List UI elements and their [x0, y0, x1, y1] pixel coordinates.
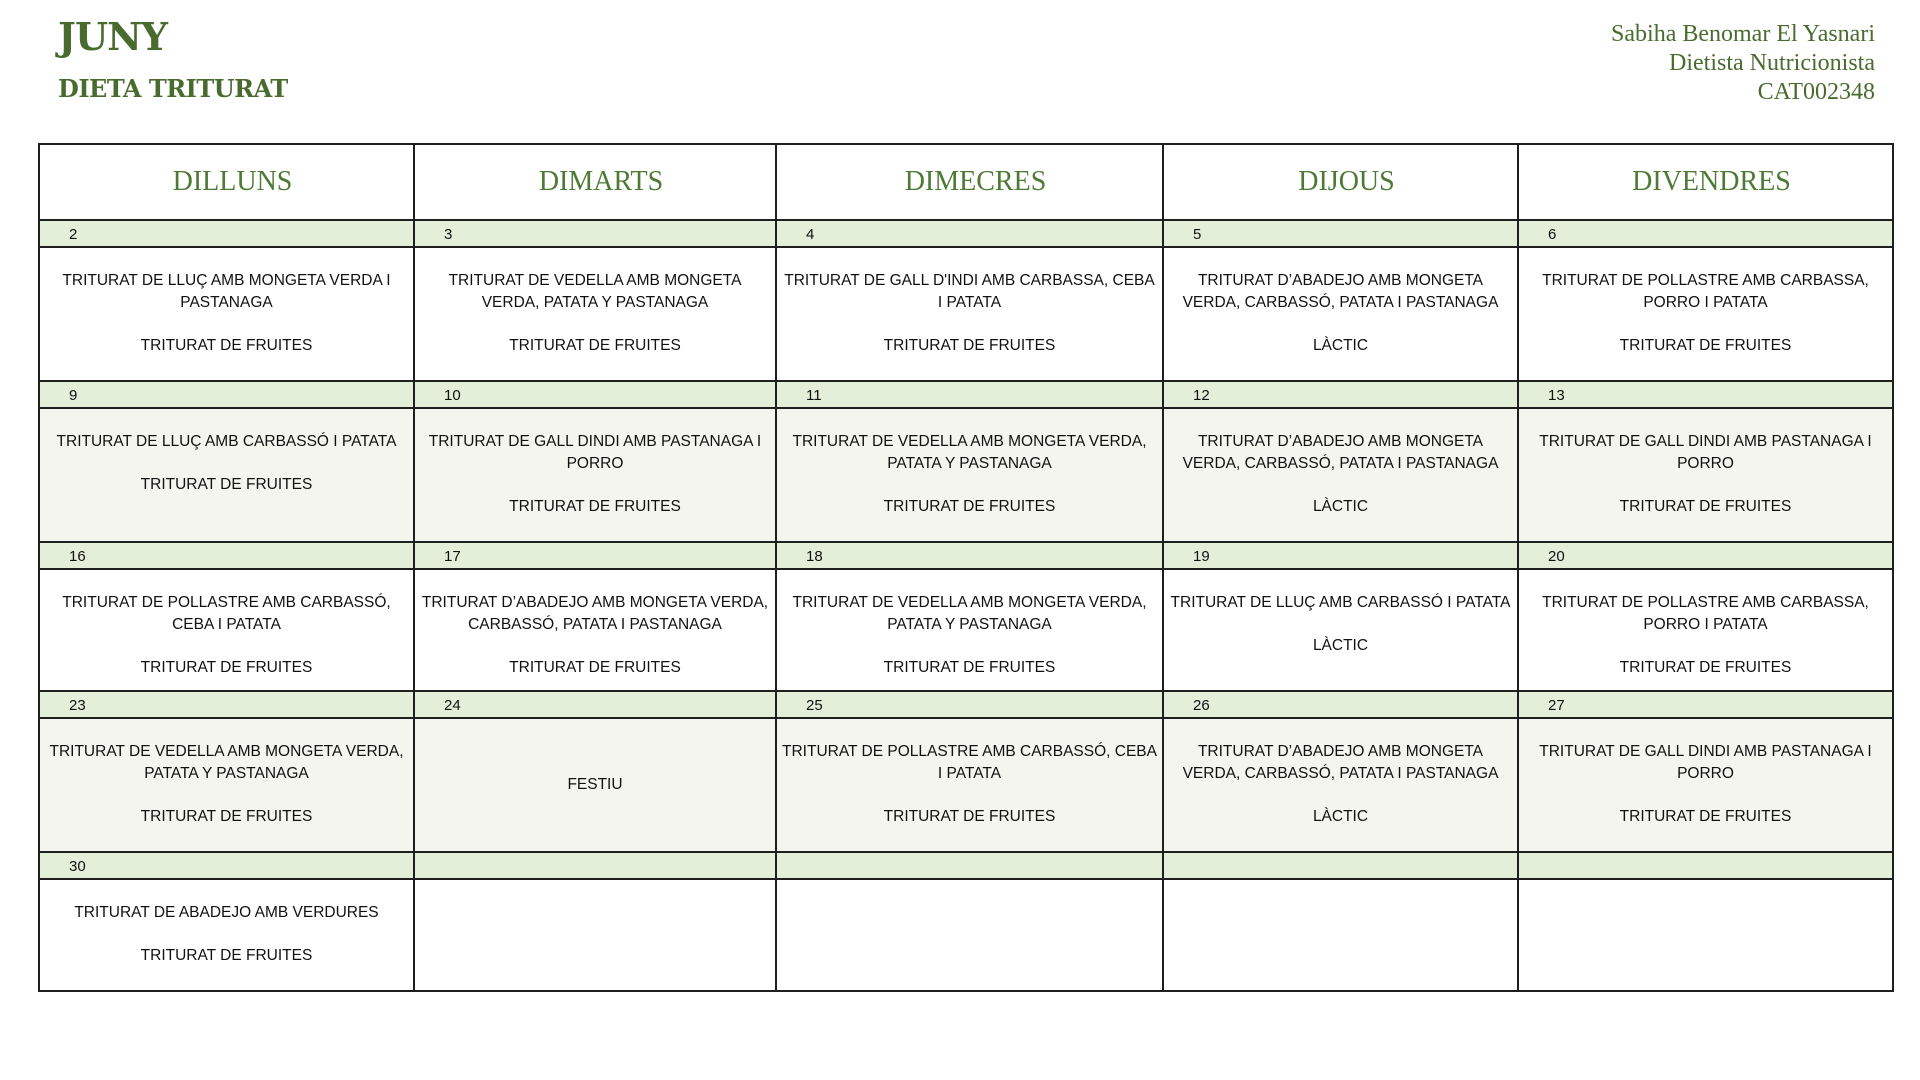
weekday-header: DILLUNS: [39, 144, 414, 220]
date-cell: 2: [39, 220, 414, 247]
main-dish: TRITURAT DE POLLASTRE AMB CARBASSA, PORRO I PATATA: [1542, 272, 1869, 311]
menu-cell: [1518, 718, 1893, 852]
menu-cell: [39, 247, 414, 381]
menu-cell: [414, 247, 776, 381]
dessert: TRITURAT DE FRUITES: [1619, 659, 1792, 676]
date-cell: 25: [776, 691, 1163, 718]
date-cell: 23: [39, 691, 414, 718]
date-cell: 17: [414, 542, 776, 569]
main-dish: TRITURAT DE VEDELLA AMB MONGETA VERDA, PATATA Y PASTANAGA: [792, 594, 1147, 633]
page-title: JUNY: [58, 14, 167, 59]
date-cell: 11: [776, 381, 1163, 408]
date-cell: 5: [1163, 220, 1518, 247]
date-cell: 18: [776, 542, 1163, 569]
menu-row: [39, 718, 1893, 852]
main-dish: TRITURAT DE POLLASTRE AMB CARBASSA, PORRO I PATATA: [1542, 594, 1869, 633]
date-cell: 6: [1518, 220, 1893, 247]
weekday-header: DIJOUS: [1163, 144, 1518, 220]
main-dish: TRITURAT DE POLLASTRE AMB CARBASSÓ, CEBA I PATATA: [782, 743, 1157, 782]
main-dish: TRITURAT DE GALL D'INDI AMB CARBASSA, CEBA I PATATA: [784, 272, 1155, 311]
main-dish: TRITURAT DE LLUÇ AMB CARBASSÓ I PATATA: [1170, 594, 1511, 611]
menu-cell: [1163, 718, 1518, 852]
menu-cell: [1518, 879, 1893, 991]
dessert: TRITURAT DE FRUITES: [883, 498, 1056, 515]
author-name: Sabiha Benomar El Yasnari: [1611, 21, 1875, 47]
date-cell: 10: [414, 381, 776, 408]
date-cell: 9: [39, 381, 414, 408]
menu-cell: [776, 879, 1163, 991]
menu-cell: [39, 718, 414, 852]
weekday-header: DIMARTS: [414, 144, 776, 220]
menu-cell: [39, 569, 414, 691]
main-dish: TRITURAT DE GALL DINDI AMB PASTANAGA I PORRO: [1539, 433, 1872, 472]
date-row: [39, 542, 1893, 569]
main-dish: FESTIU: [567, 776, 623, 793]
dessert: TRITURAT DE FRUITES: [883, 808, 1056, 825]
author-role: Dietista Nutricionista: [1669, 50, 1875, 76]
date-cell: 30: [39, 852, 414, 879]
main-dish: TRITURAT DE VEDELLA AMB MONGETA VERDA, PATATA Y PASTANAGA: [448, 272, 742, 311]
date-row: [39, 381, 1893, 408]
main-dish: TRITURAT DE LLUÇ AMB MONGETA VERDA I PASTANAGA: [62, 272, 391, 311]
main-dish: TRITURAT D’ABADEJO AMB MONGETA VERDA, CARBASSÓ, PATATA I PASTANAGA: [1182, 433, 1499, 472]
main-dish: TRITURAT D’ABADEJO AMB MONGETA VERDA, CARBASSÓ, PATATA I PASTANAGA: [1182, 743, 1499, 782]
menu-cell: [414, 408, 776, 542]
main-dish: TRITURAT DE GALL DINDI AMB PASTANAGA I PORRO: [428, 433, 762, 472]
menu-cell: [414, 879, 776, 991]
date-cell: 3: [414, 220, 776, 247]
menu-cell: [1163, 569, 1518, 691]
menu-row: [39, 408, 1893, 542]
dessert: TRITURAT DE FRUITES: [1619, 808, 1792, 825]
date-cell: 26: [1163, 691, 1518, 718]
menu-cell: [776, 247, 1163, 381]
main-dish: TRITURAT DE POLLASTRE AMB CARBASSÓ, CEBA I PATATA: [62, 594, 391, 633]
main-dish: TRITURAT D’ABADEJO AMB MONGETA VERDA, CARBASSÓ, PATATA I PASTANAGA: [421, 594, 769, 633]
menu-cell: [414, 718, 776, 852]
weekday-header: DIMECRES: [776, 144, 1163, 220]
dessert: TRITURAT DE FRUITES: [140, 476, 313, 493]
menu-cell: [1163, 879, 1518, 991]
date-row: [39, 691, 1893, 718]
menu-row: [39, 879, 1893, 991]
dessert: LÀCTIC: [1312, 637, 1369, 654]
calendar-body: [39, 220, 1893, 991]
dessert: TRITURAT DE FRUITES: [509, 659, 681, 676]
dessert: TRITURAT DE FRUITES: [140, 947, 313, 964]
menu-row: [39, 247, 1893, 381]
date-cell: [1518, 852, 1893, 879]
menu-cell: [776, 569, 1163, 691]
main-dish: TRITURAT DE LLUÇ AMB CARBASSÓ I PATATA: [56, 433, 397, 450]
date-cell: 27: [1518, 691, 1893, 718]
menu-cell: [776, 718, 1163, 852]
menu-calendar: [38, 143, 1894, 992]
date-cell: 13: [1518, 381, 1893, 408]
dessert: TRITURAT DE FRUITES: [140, 659, 313, 676]
menu-row: [39, 569, 1893, 691]
date-cell: [776, 852, 1163, 879]
menu-cell: [1163, 408, 1518, 542]
dessert: LÀCTIC: [1312, 337, 1369, 354]
date-cell: 12: [1163, 381, 1518, 408]
menu-cell: [1518, 408, 1893, 542]
menu-cell: [1518, 247, 1893, 381]
dessert: TRITURAT DE FRUITES: [1619, 498, 1792, 515]
menu-cell: [414, 569, 776, 691]
date-cell: [414, 852, 776, 879]
date-cell: 4: [776, 220, 1163, 247]
weekday-header-row: [39, 144, 1893, 220]
dessert: LÀCTIC: [1312, 498, 1369, 515]
menu-cell: [1518, 569, 1893, 691]
date-cell: [1163, 852, 1518, 879]
date-row: [39, 852, 1893, 879]
author-license: CAT002348: [1757, 79, 1875, 105]
menu-cell: [39, 408, 414, 542]
weekday-header: DIVENDRES: [1518, 144, 1893, 220]
main-dish: TRITURAT DE GALL DINDI AMB PASTANAGA I PORRO: [1539, 743, 1872, 782]
dessert: TRITURAT DE FRUITES: [883, 659, 1056, 676]
date-cell: 20: [1518, 542, 1893, 569]
date-row: [39, 220, 1893, 247]
dessert: TRITURAT DE FRUITES: [140, 337, 313, 354]
date-cell: 16: [39, 542, 414, 569]
dessert: TRITURAT DE FRUITES: [509, 337, 681, 354]
menu-cell: [39, 879, 414, 991]
main-dish: TRITURAT DE VEDELLA AMB MONGETA VERDA, PATATA Y PASTANAGA: [49, 743, 404, 782]
dessert: TRITURAT DE FRUITES: [1619, 337, 1792, 354]
menu-cell: [1163, 247, 1518, 381]
date-cell: 24: [414, 691, 776, 718]
main-dish: TRITURAT DE VEDELLA AMB MONGETA VERDA, PATATA Y PASTANAGA: [792, 433, 1147, 472]
date-cell: 19: [1163, 542, 1518, 569]
dessert: TRITURAT DE FRUITES: [883, 337, 1056, 354]
main-dish: TRITURAT DE ABADEJO AMB VERDURES: [74, 904, 379, 921]
author-block: [1611, 20, 1875, 107]
page-subtitle: DIETA TRITURAT: [58, 74, 288, 103]
dessert: TRITURAT DE FRUITES: [140, 808, 313, 825]
menu-cell: [776, 408, 1163, 542]
dessert: LÀCTIC: [1312, 808, 1369, 825]
main-dish: TRITURAT D’ABADEJO AMB MONGETA VERDA, CARBASSÓ, PATATA I PASTANAGA: [1182, 272, 1499, 311]
dessert: TRITURAT DE FRUITES: [509, 498, 681, 515]
